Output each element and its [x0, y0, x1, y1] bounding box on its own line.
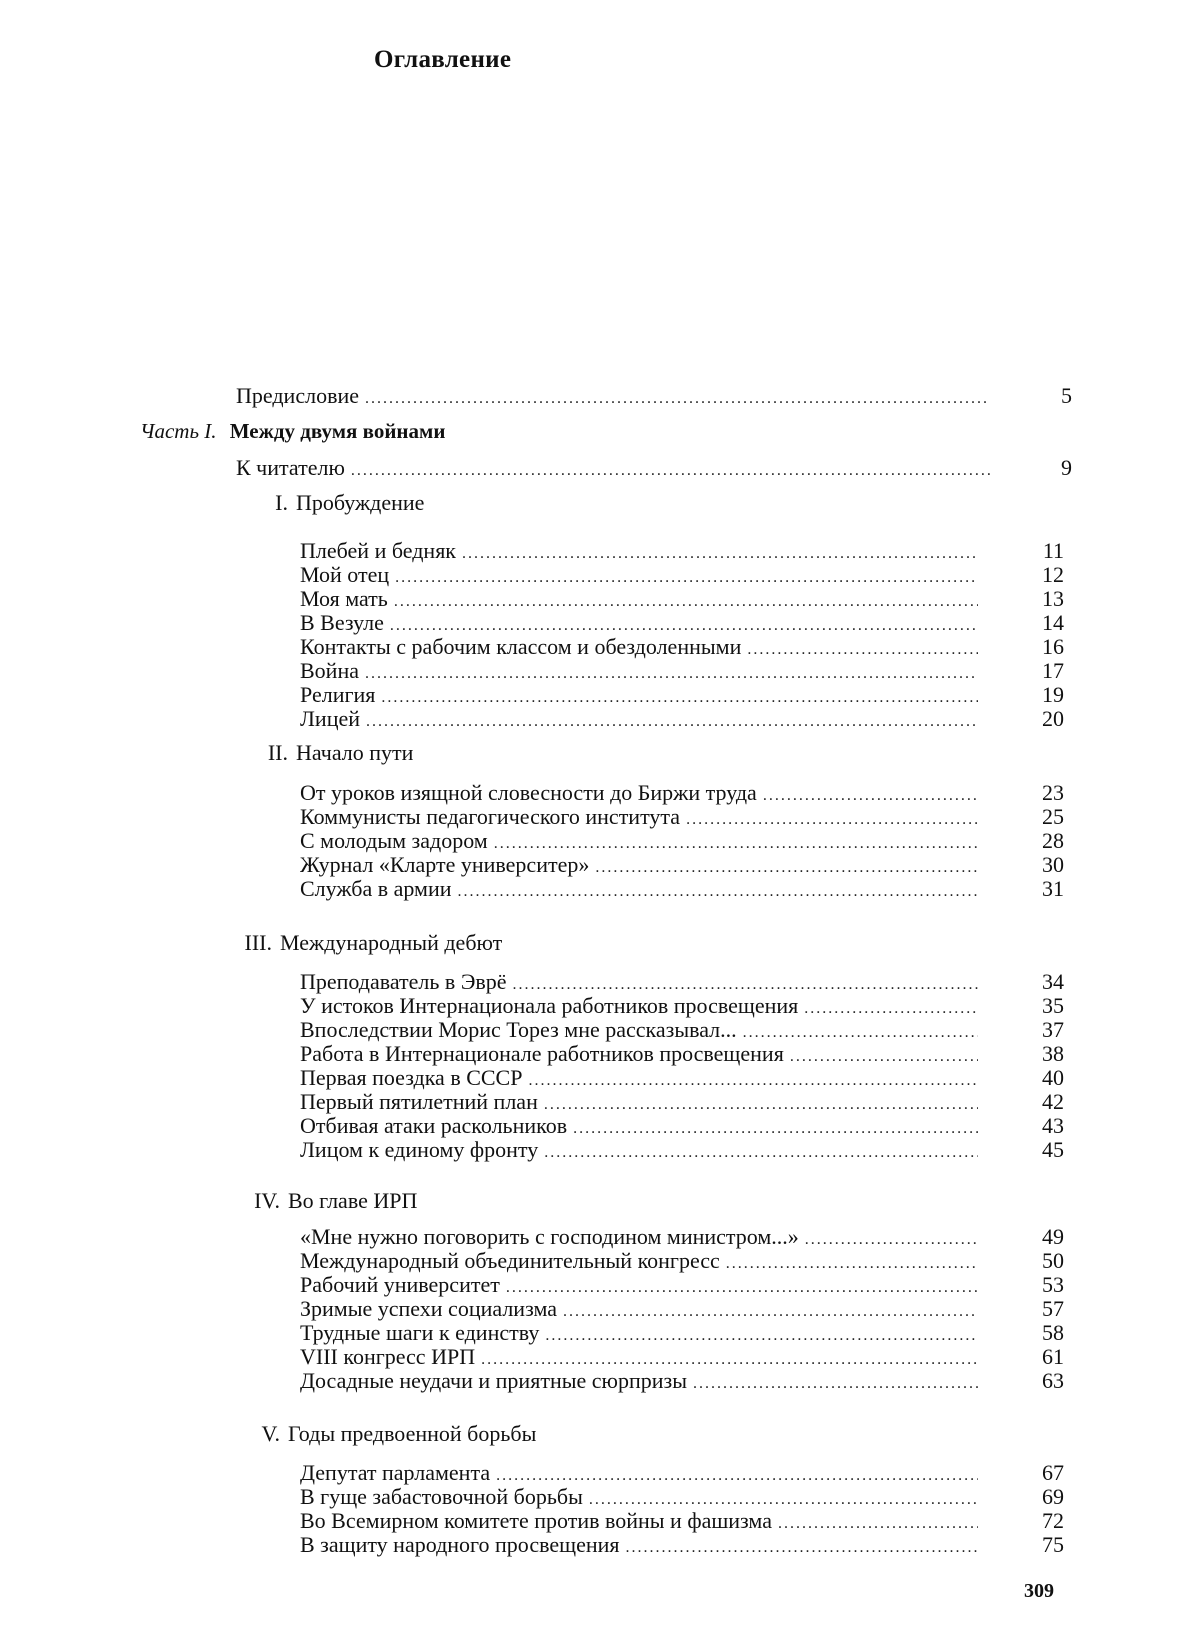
toc-page-number: 30	[1042, 852, 1064, 877]
toc-entry-title: К читателю	[236, 455, 345, 480]
toc-entry-title: Коммунисты педагогического института	[300, 804, 681, 829]
toc-entry	[300, 683, 984, 710]
chapter-heading	[252, 740, 413, 766]
chapter-heading	[244, 1421, 536, 1447]
toc-page-number: 49	[1042, 1224, 1064, 1249]
toc-entry-title: Моя мать	[300, 586, 388, 611]
toc-page-number: 12	[1042, 562, 1064, 587]
toc-entry-title: Трудные шаги к единству	[300, 1320, 540, 1345]
toc-page-number: 75	[1042, 1532, 1064, 1557]
toc-entry	[300, 539, 984, 566]
toc-page-number: 17	[1042, 658, 1064, 683]
dot-leader	[366, 710, 978, 734]
chapter-title: Пробуждение	[296, 490, 425, 515]
toc-page-number: 14	[1042, 610, 1064, 635]
toc-page-number: 31	[1042, 876, 1064, 901]
toc-entry-title: Война	[300, 658, 359, 683]
part-label: Часть I.	[140, 419, 217, 443]
dot-leader	[626, 1536, 979, 1560]
toc-page-number: 16	[1042, 634, 1064, 659]
toc-page-number: 23	[1042, 780, 1064, 805]
toc-entry-title: Работа в Интернационале работников просвещения	[300, 1041, 784, 1066]
toc-entry	[300, 877, 984, 904]
toc-entry-title: У истоков Интернационала работников просвещения	[300, 993, 799, 1018]
toc-entry-title: В гуще забастовочной борьбы	[300, 1484, 583, 1509]
toc-entry-title: Лицом к единому фронту	[300, 1137, 539, 1162]
toc-page-number: 11	[1042, 538, 1064, 563]
toc-entry	[300, 587, 984, 614]
toc-entry-title: Журнал «Кларте университер»	[300, 852, 590, 877]
toc-entry-title: Преподаватель в Эврё	[300, 969, 507, 994]
toc-page-number: 20	[1042, 706, 1064, 731]
toc-page-number: 5	[1061, 383, 1072, 408]
toc-entry-title: Первый пятилетний план	[300, 1089, 538, 1114]
toc-entry	[236, 384, 996, 411]
toc-page-number: 43	[1042, 1113, 1064, 1138]
toc-page-number: 9	[1061, 455, 1072, 480]
toc-page-number: 63	[1042, 1368, 1064, 1393]
toc-entry-title: С молодым задором	[300, 828, 488, 853]
toc-entry-title: От уроков изящной словесности до Биржи труда	[300, 780, 757, 805]
toc-page-number: 61	[1042, 1344, 1064, 1369]
toc-entry	[300, 1369, 984, 1396]
toc-page-number: 40	[1042, 1065, 1064, 1090]
toc-entry	[300, 1533, 984, 1560]
chapter-numeral: II.	[267, 740, 288, 765]
toc-entry-title: Отбивая атаки раскольников	[300, 1113, 568, 1138]
page-folio: 309	[1024, 1580, 1054, 1602]
toc-page-number: 25	[1042, 804, 1064, 829]
toc-page-number: 57	[1042, 1296, 1064, 1321]
dot-leader	[365, 387, 990, 411]
toc-entry-title: Международный объединительный конгресс	[300, 1248, 720, 1273]
toc-entry	[300, 563, 984, 590]
toc-entry-title: Впоследствии Морис Торез мне рассказывал...	[300, 1017, 737, 1042]
chapter-heading	[244, 1188, 417, 1214]
toc-entry-title: VIII конгресс ИРП	[300, 1344, 476, 1369]
toc-page-number: 38	[1042, 1041, 1064, 1066]
page-title: Оглавление	[374, 46, 512, 73]
toc-entry-title: Плебей и бедняк	[300, 538, 456, 563]
toc-page-number: 13	[1042, 586, 1064, 611]
toc-entry-title: Мой отец	[300, 562, 390, 587]
part-name: Между двумя войнами	[229, 419, 446, 443]
chapter-heading	[252, 490, 424, 516]
chapter-numeral: IV.	[254, 1188, 280, 1213]
toc-page-number: 19	[1042, 682, 1064, 707]
toc-page-number: 34	[1042, 969, 1064, 994]
chapter-numeral: I.	[275, 490, 288, 515]
dot-leader	[693, 1372, 978, 1396]
toc-entry	[300, 1138, 984, 1165]
toc-entry	[300, 659, 984, 686]
toc-page-number: 58	[1042, 1320, 1064, 1345]
chapter-numeral: III.	[244, 930, 272, 955]
toc-page-number: 42	[1042, 1089, 1064, 1114]
toc-entry-title: Лицей	[300, 706, 361, 731]
chapter-title: Международный дебют	[280, 930, 503, 955]
toc-page-number: 45	[1042, 1137, 1064, 1162]
toc-entry	[300, 707, 984, 734]
toc-page-number: 37	[1042, 1017, 1064, 1042]
toc-page-number: 69	[1042, 1484, 1064, 1509]
toc-page-number: 28	[1042, 828, 1064, 853]
toc-entry-title: Служба в армии	[300, 876, 452, 901]
part-heading	[140, 419, 445, 444]
chapter-title: Годы предвоенной борьбы	[288, 1421, 537, 1446]
toc-entry-title: Религия	[300, 682, 376, 707]
toc-entry-title: Рабочий университет	[300, 1272, 500, 1297]
toc-entry-title: В защиту народного просвещения	[300, 1532, 620, 1557]
toc-entry-title: Зримые успехи социализма	[300, 1296, 557, 1321]
chapter-numeral: V.	[261, 1421, 280, 1446]
toc-entry-title: Во Всемирном комитете против войны и фашизма	[300, 1508, 772, 1533]
toc-entry	[236, 456, 996, 483]
dot-leader	[351, 459, 990, 483]
toc-entry-title: Досадные неудачи и приятные сюрпризы	[300, 1368, 687, 1393]
chapter-title: Во главе ИРП	[288, 1188, 418, 1213]
toc-page-number: 72	[1042, 1508, 1064, 1533]
toc-page-number: 35	[1042, 993, 1064, 1018]
chapter-title: Начало пути	[296, 740, 414, 765]
toc-entry-title: Депутат парламента	[300, 1460, 491, 1485]
toc-entry-title: Предисловие	[236, 383, 359, 408]
toc-entry-title: Контакты с рабочим классом и обездоленными	[300, 634, 742, 659]
toc-entry-title: Первая поездка в СССР	[300, 1065, 523, 1090]
toc-page-number: 50	[1042, 1248, 1064, 1273]
dot-leader	[544, 1141, 978, 1165]
toc-page-number: 67	[1042, 1460, 1064, 1485]
toc-entry	[300, 635, 984, 662]
chapter-heading	[236, 930, 502, 956]
dot-leader	[458, 880, 978, 904]
toc-page-number: 53	[1042, 1272, 1064, 1297]
toc-entry-title: В Везуле	[300, 610, 384, 635]
toc-entry-title: «Мне нужно поговорить с господином министром...»	[300, 1224, 799, 1249]
